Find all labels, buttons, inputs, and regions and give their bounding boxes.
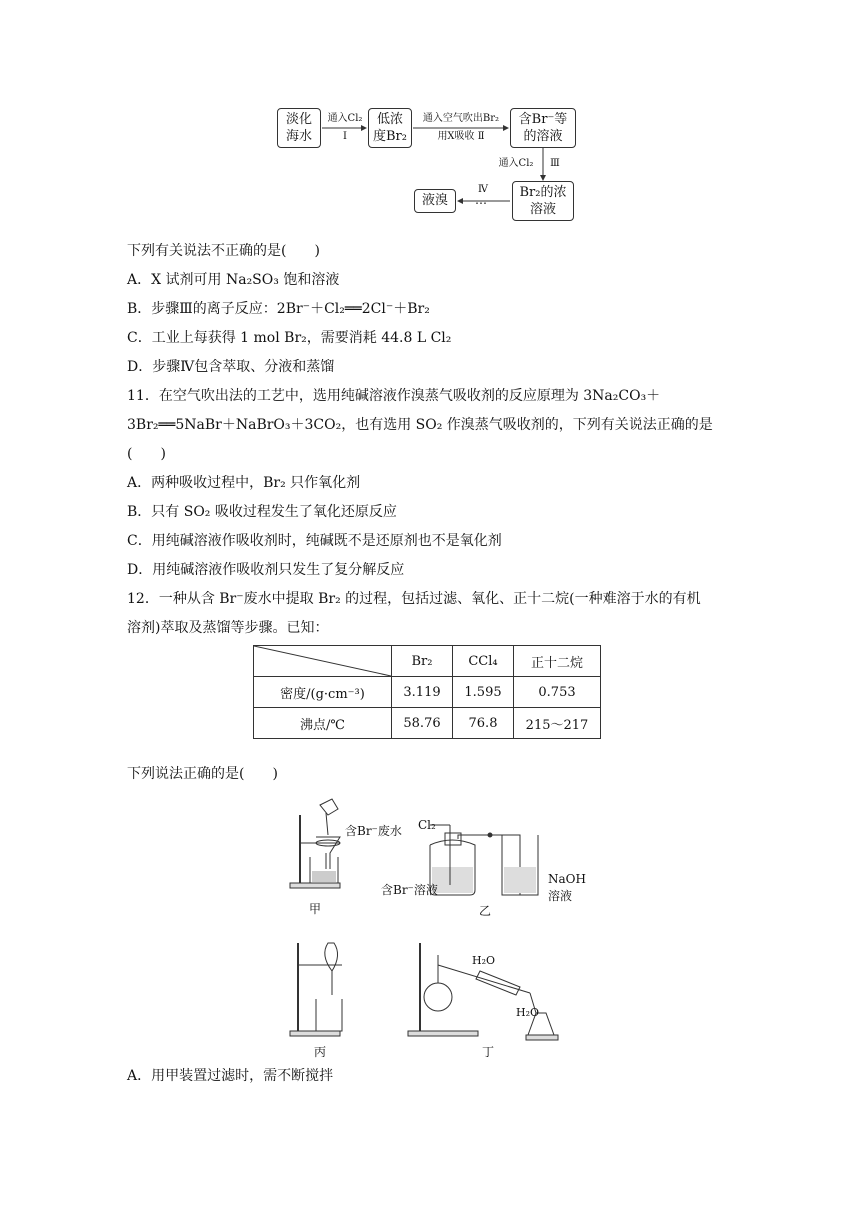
- ding-h2o-bottom: H₂O: [516, 1006, 540, 1019]
- apparatus-jia: [290, 799, 340, 888]
- arrow3-left-label: 通入Cl₂: [498, 158, 534, 169]
- yi-cl2-label: Cl₂: [418, 818, 436, 832]
- jia-text: 含Br⁻废水: [345, 824, 402, 838]
- table-cell: 76.8: [453, 708, 514, 739]
- flow-box-text: 淡化: [285, 112, 312, 127]
- table-cell: 沸点/℃: [254, 708, 392, 739]
- q11-line2: 3Br₂══5NaBr＋NaBrO₃＋3CO₂，也有选用 SO₂ 作溴蒸气吸收剂的，下列有关说法正确的是: [127, 417, 713, 433]
- diagonal-line: [254, 646, 391, 676]
- table-row: [254, 677, 601, 708]
- table-cell: 0.753: [514, 677, 601, 708]
- arrow2-top-label: 通入空气吹出Br₂: [422, 113, 500, 124]
- flow-box-text: 的溶液: [523, 129, 563, 144]
- q11-option-d: D．用纯碱溶液作吸收剂只发生了复分解反应: [127, 562, 405, 578]
- apparatus-yi: [430, 825, 538, 895]
- yi-left-label: 含Br⁻溶液: [381, 883, 438, 897]
- q11-line3: ( ): [127, 446, 166, 462]
- table-cell: 1.595: [453, 677, 514, 708]
- arrow4-dots: …: [475, 193, 487, 207]
- table-cell: 密度/(g·cm⁻³): [254, 677, 392, 708]
- arrow1-bottom-label: Ⅰ: [343, 131, 347, 142]
- yi-label: 乙: [479, 904, 492, 918]
- table-cell: 3.119: [392, 677, 453, 708]
- table-header-cell: CCl₄: [453, 646, 514, 677]
- jia-label: 甲: [309, 902, 322, 916]
- arrow3-right-label: Ⅲ: [550, 158, 560, 169]
- yi-right-label-2: 溶液: [548, 889, 573, 903]
- q11-option-a: A．两种吸收过程中，Br₂ 只作氧化剂: [127, 475, 361, 491]
- q12-option-a: A．用甲装置过滤时，需不断搅拌: [127, 1068, 334, 1084]
- apparatus-figure: [280, 795, 600, 1055]
- flow-box-text: 度Br₂: [373, 129, 407, 144]
- arrow1-top-label: 通入Cl₂: [327, 113, 363, 124]
- q10-option-a: A．X 试剂可用 Na₂SO₃ 饱和溶液: [127, 272, 340, 288]
- flow-box-text: 含Br⁻等: [518, 112, 568, 127]
- table-diagonal-cell: [254, 646, 392, 677]
- q10-option-d: D．步骤Ⅳ包含萃取、分液和蒸馏: [127, 359, 335, 375]
- bing-label: 丙: [314, 1045, 327, 1059]
- q10-stem: 下列有关说法不正确的是( ): [127, 243, 320, 259]
- yi-right-label-1: NaOH: [548, 872, 586, 886]
- table-cell: 58.76: [392, 708, 453, 739]
- table-header-cell: Br₂: [392, 646, 453, 677]
- q11-option-b: B．只有 SO₂ 吸收过程发生了氧化还原反应: [127, 504, 397, 520]
- flow-box-text: 液溴: [421, 193, 448, 208]
- table-header-row: [254, 646, 601, 677]
- flow-box-text: Br₂的浓: [519, 185, 567, 200]
- table-cell: 215～217: [514, 708, 601, 739]
- q10-option-b: B．步骤Ⅲ的离子反应：2Br⁻＋Cl₂══2Cl⁻＋Br₂: [127, 301, 430, 317]
- flow-box-text: 溶液: [529, 202, 556, 217]
- q11-line1: 11．在空气吹出法的工艺中，选用纯碱溶液作溴蒸气吸收剂的反应原理为 3Na₂CO₃＋: [127, 388, 661, 404]
- table-header-cell: 正十二烷: [514, 646, 601, 677]
- arrow4-top-label: Ⅳ: [478, 184, 488, 195]
- q12-line2: 溶剂)萃取及蒸馏等步骤。已知：: [127, 620, 329, 636]
- properties-table: [253, 645, 601, 739]
- q10-option-c: C．工业上每获得 1 mol Br₂，需要消耗 44.8 L Cl₂: [127, 330, 452, 346]
- ding-label: 丁: [482, 1045, 495, 1059]
- q11-option-c: C．用纯碱溶液作吸收剂时，纯碱既不是还原剂也不是氧化剂: [127, 533, 502, 549]
- ding-h2o-top: H₂O: [472, 954, 496, 967]
- flow-box-text: 海水: [285, 129, 312, 144]
- apparatus-bing: [290, 943, 342, 1036]
- flow-box-text: 低浓: [376, 112, 403, 127]
- q12-stem: 下列说法正确的是( ): [127, 766, 278, 782]
- q12-line1: 12．一种从含 Br⁻废水中提取 Br₂ 的过程，包括过滤、氧化、正十二烷(一种难溶于水的有机: [127, 591, 701, 607]
- table-row: [254, 708, 601, 739]
- arrow2-bottom-label: 用X吸收 Ⅱ: [437, 131, 485, 142]
